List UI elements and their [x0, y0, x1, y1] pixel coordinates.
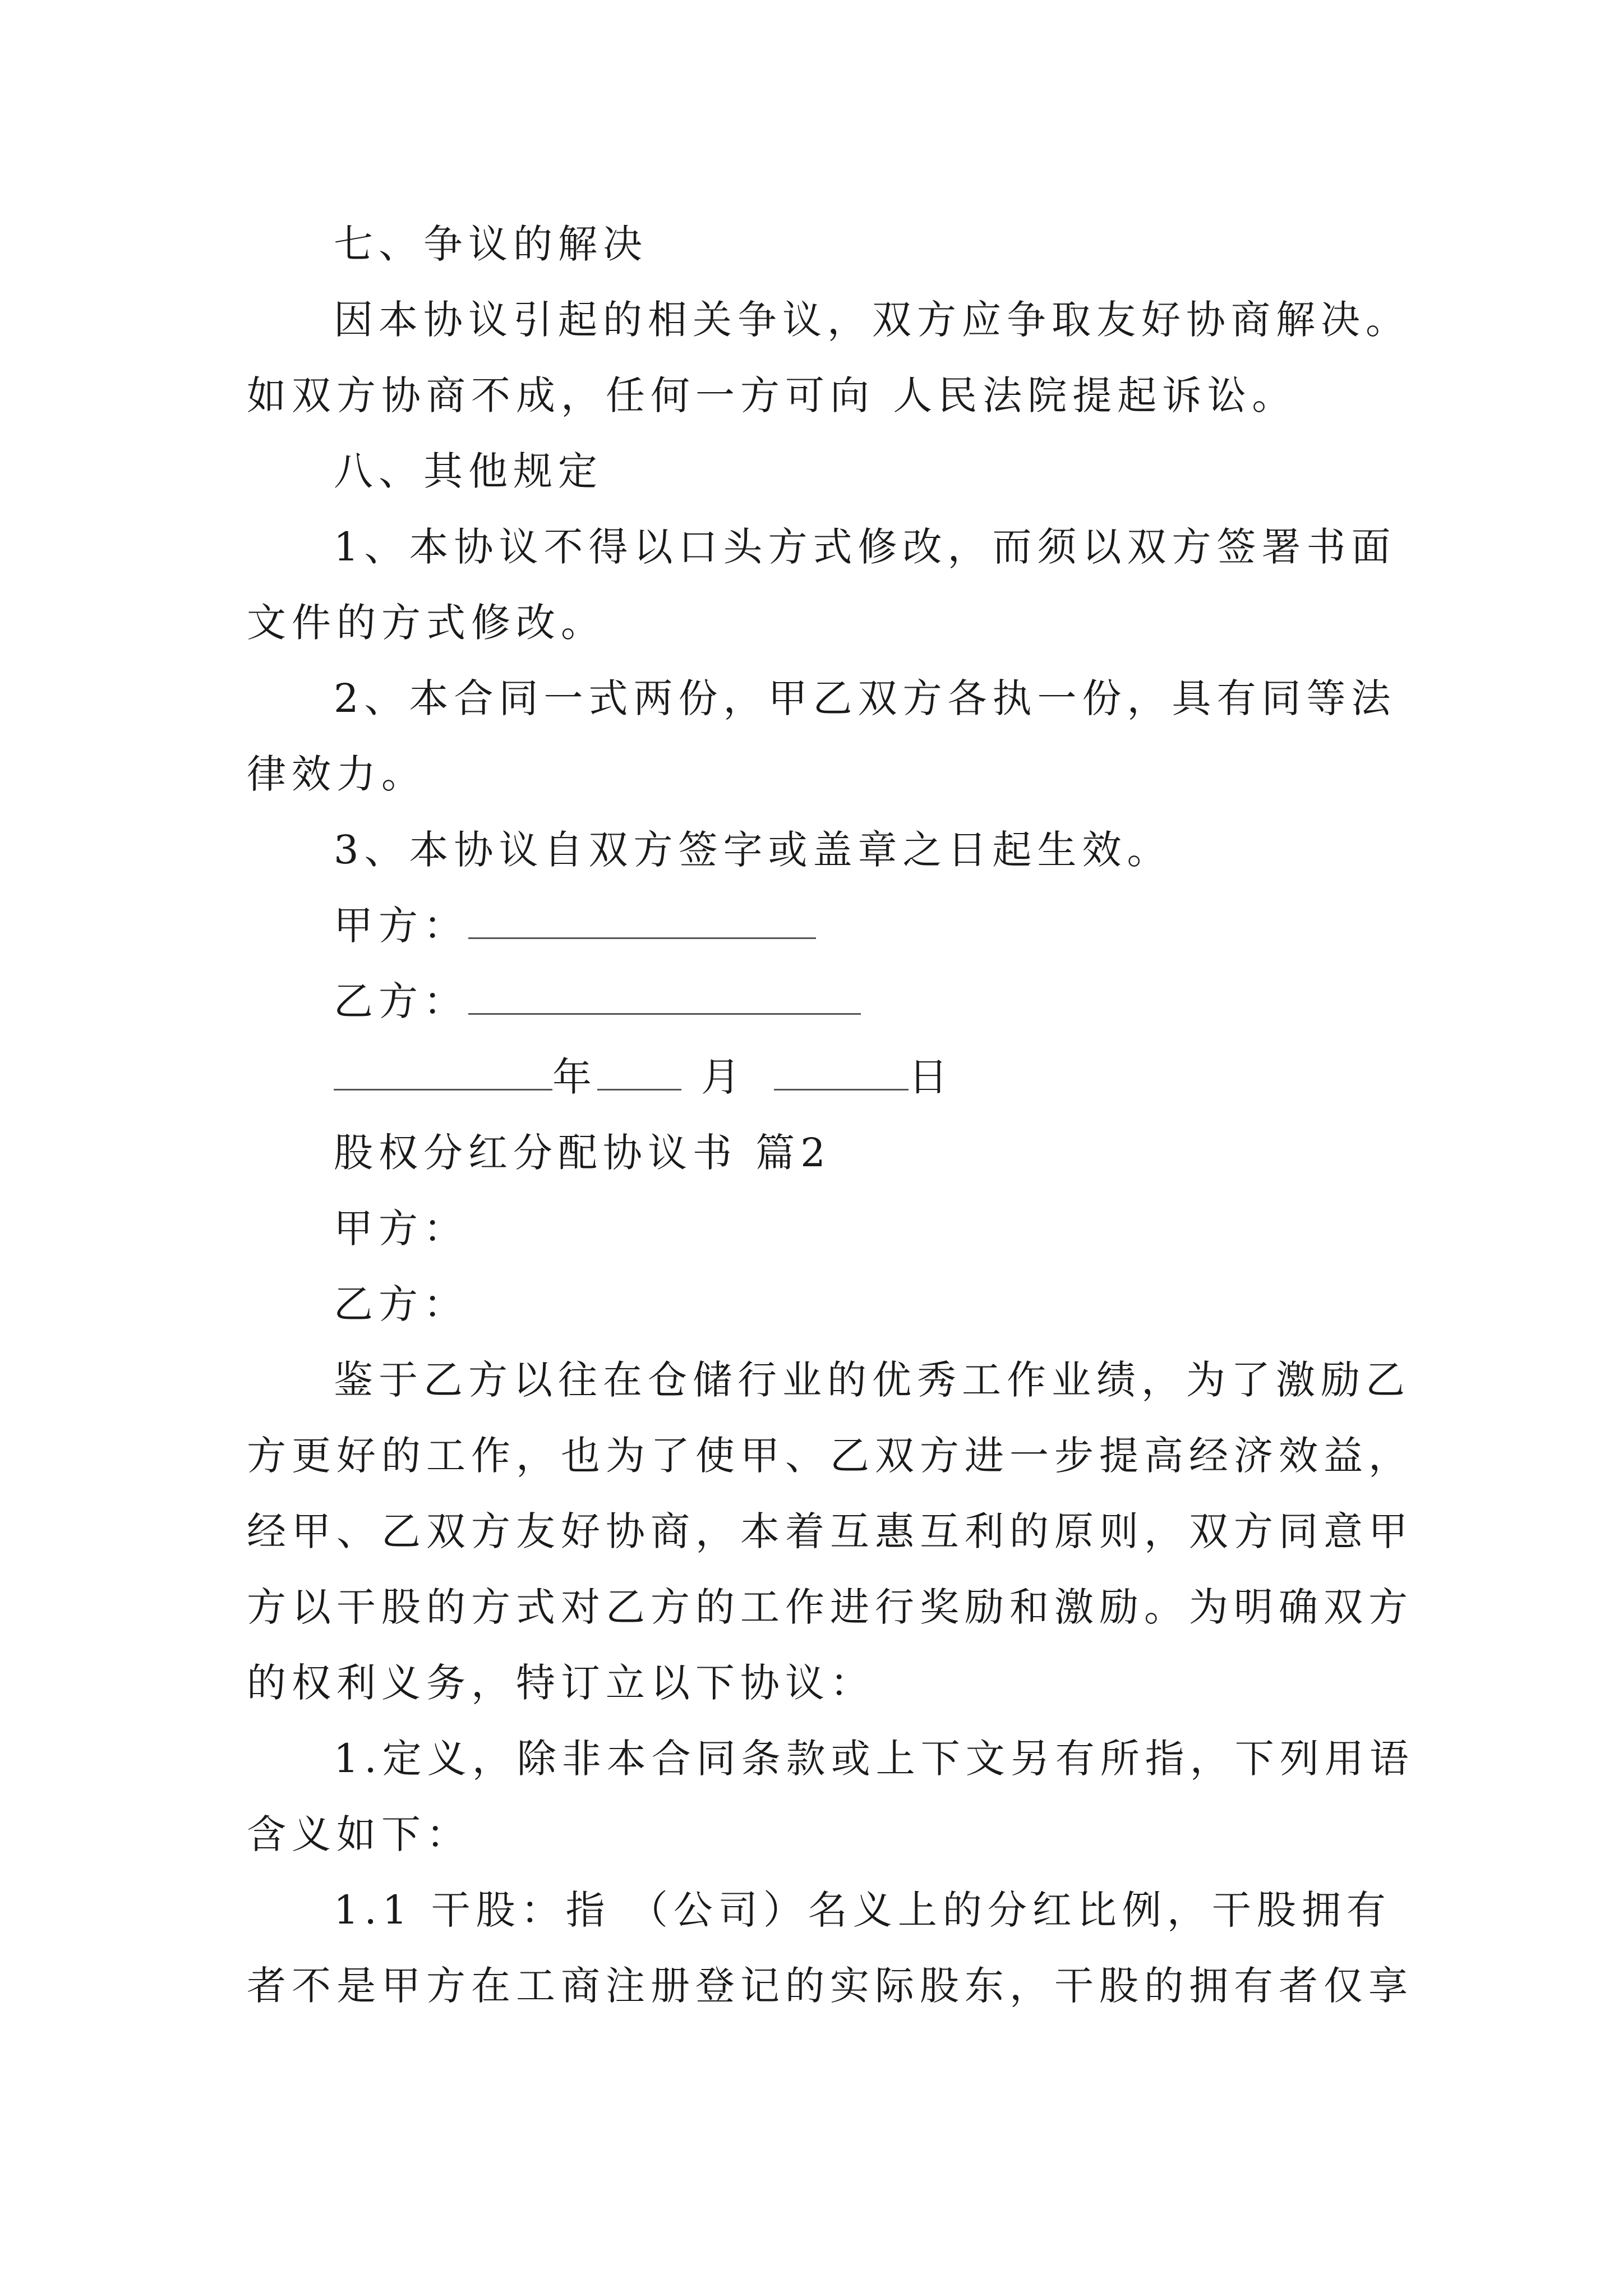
paragraph-line: 方以干股的方式对乙方的工作进行奖励和激励。为明确双方	[247, 1584, 1413, 1630]
paragraph-line: 律效力。	[247, 751, 426, 797]
paragraph-line: 文件的方式修改。	[247, 600, 606, 646]
paragraph-line: 3、本协议自双方签字或盖章之日起生效。	[334, 827, 1172, 873]
party-b-label: 乙方：	[334, 978, 468, 1024]
paragraph-line: 经甲、乙双方友好协商，本着互惠互利的原则，双方同意甲	[247, 1508, 1413, 1554]
heading-dispute-resolution: 七、争议的解决	[334, 221, 648, 267]
section2-party-b: 乙方：	[334, 1281, 468, 1327]
paragraph-line: 方更好的工作，也为了使甲、乙双方进一步提高经济效益，	[247, 1433, 1413, 1479]
paragraph-line: 鉴于乙方以往在仓储行业的优秀工作业绩，为了激励乙	[334, 1357, 1410, 1403]
paragraph-line: 者不是甲方在工商注册登记的实际股东，干股的拥有者仅享	[247, 1963, 1413, 2009]
party-a-label: 甲方：	[334, 903, 468, 949]
paragraph-line: 因本协议引起的相关争议，双方应争取友好协商解决。	[334, 297, 1410, 343]
year-label: 年	[552, 1054, 597, 1100]
paragraph-line: 1、本协议不得以口头方式修改，而须以双方签署书面	[334, 524, 1396, 570]
paragraph-line: 含义如下：	[247, 1811, 471, 1857]
section2-party-a: 甲方：	[334, 1205, 468, 1251]
heading-other-provisions: 八、其他规定	[334, 448, 603, 494]
section2-title: 股权分红分配协议书 篇2	[334, 1130, 831, 1176]
day-label: 日	[909, 1054, 953, 1100]
paragraph-line: 2、本合同一式两份，甲乙双方各执一份，具有同等法	[334, 675, 1396, 721]
day-blank	[774, 1056, 909, 1091]
paragraph-line: 如双方协商不成，任何一方可向 人民法院提起诉讼。	[247, 372, 1297, 418]
party-b-signature	[334, 976, 861, 1027]
month-blank	[597, 1056, 681, 1091]
paragraph-line: 1.定义，除非本合同条款或上下文另有所指，下列用语	[334, 1736, 1414, 1782]
paragraph-line: 的权利义务，特订立以下协议：	[247, 1660, 875, 1706]
party-b-signature-line	[468, 981, 861, 1015]
month-label: 月	[701, 1054, 746, 1100]
party-a-signature	[334, 900, 816, 951]
party-a-signature-line	[468, 905, 816, 939]
date-line	[334, 1052, 953, 1102]
paragraph-line: 1.1 干股：指 （公司）名义上的分红比例，干股拥有	[334, 1887, 1391, 1933]
year-blank	[334, 1056, 552, 1091]
